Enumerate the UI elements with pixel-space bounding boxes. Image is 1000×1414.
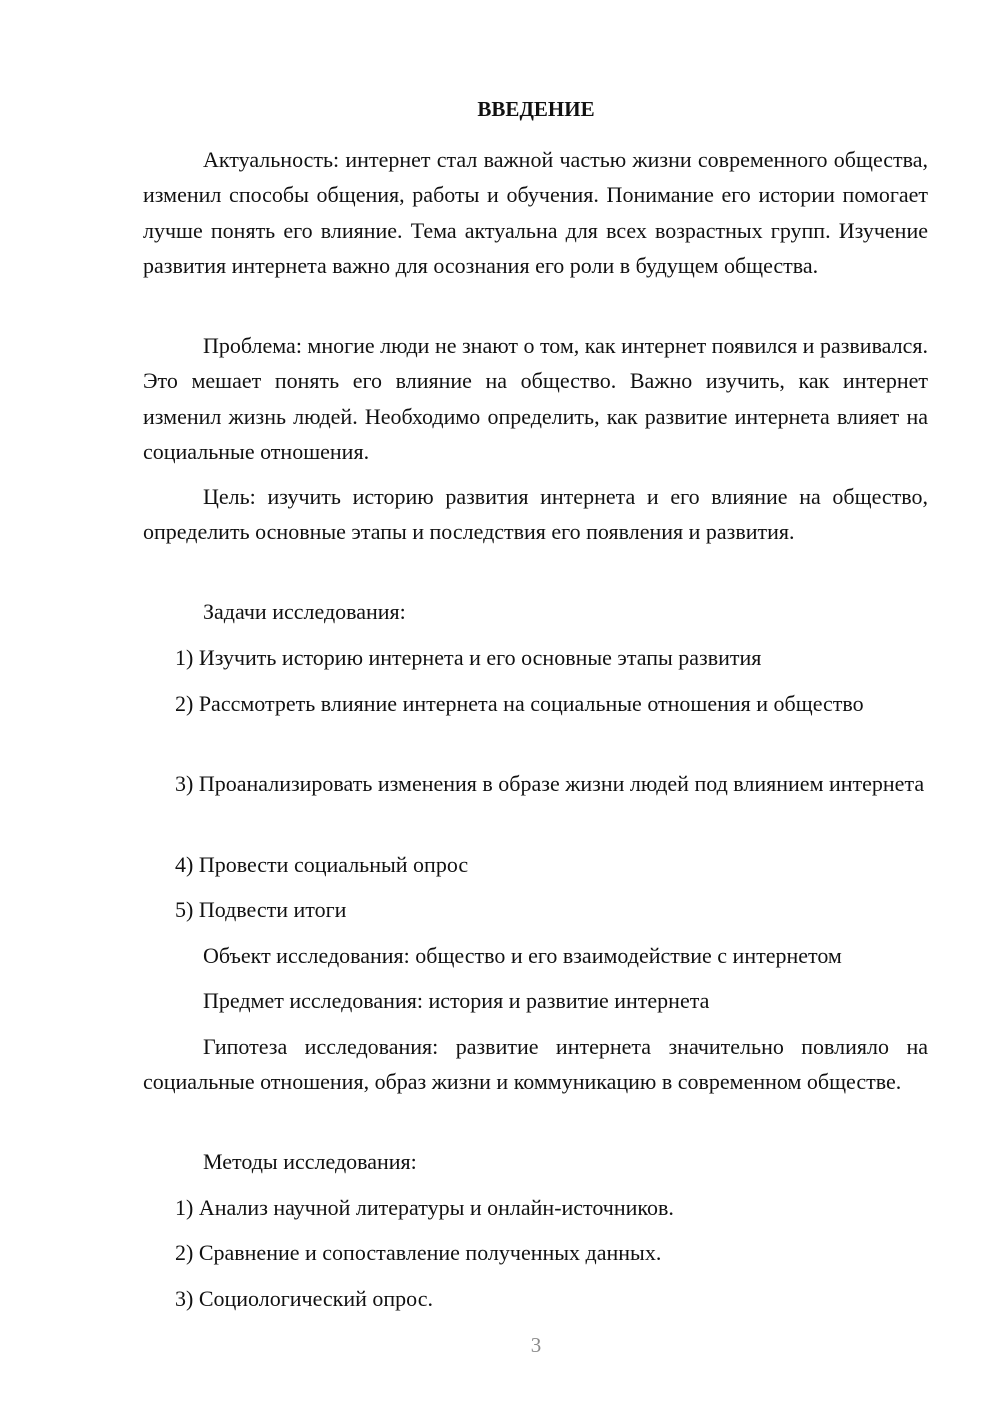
- method-item: 3) Социологический опрос.: [175, 1286, 433, 1311]
- object-paragraph: Объект исследования: общество и его взаимодействие с интернетом: [203, 943, 842, 968]
- task-item: 2) Рассмотреть влияние интернета на социальные отношения и общество: [175, 691, 864, 716]
- methods-heading: Методы исследования:: [203, 1149, 417, 1174]
- tasks-heading: Задачи исследования:: [203, 599, 406, 624]
- subject-paragraph: Предмет исследования: история и развитие интернета: [203, 988, 710, 1013]
- relevance-paragraph: Актуальность: интернет стал важной частью жизни современного общества, изменил способы общения, работы и обучения. Понимание его истории помогает лучше понять его влияние. Тема актуальна для всех возрастных групп. Изучение развития интернета важно для осознания его роли в будущем общества.: [143, 147, 928, 278]
- task-item: 5) Подвести итоги: [175, 897, 347, 922]
- hypothesis-paragraph: Гипотеза исследования: развитие интернета значительно повлияло на социальные отношения, образ жизни и коммуникацию в современном обществе.: [143, 1034, 928, 1095]
- method-item: 2) Сравнение и сопоставление полученных данных.: [175, 1240, 662, 1265]
- method-item: 1) Анализ научной литературы и онлайн-источников.: [175, 1195, 674, 1220]
- task-item: 1) Изучить историю интернета и его основные этапы развития: [175, 645, 762, 670]
- problem-paragraph: Проблема: многие люди не знают о том, как интернет появился и развивался. Это мешает понять его влияние на общество. Важно изучить, как интернет изменил жизнь людей. Необходимо определить, как развитие интернета влияет на социальные отношения.: [143, 333, 928, 464]
- task-item: 3) Проанализировать изменения в образе жизни людей под влиянием интернета: [175, 771, 925, 796]
- task-item: 4) Провести социальный опрос: [175, 852, 469, 877]
- page-title: ВВЕДЕНИЕ: [477, 97, 595, 121]
- goal-paragraph: Цель: изучить историю развития интернета и его влияние на общество, определить основные этапы и последствия его появления и развития.: [143, 484, 928, 545]
- page-number: 3: [530, 1333, 542, 1357]
